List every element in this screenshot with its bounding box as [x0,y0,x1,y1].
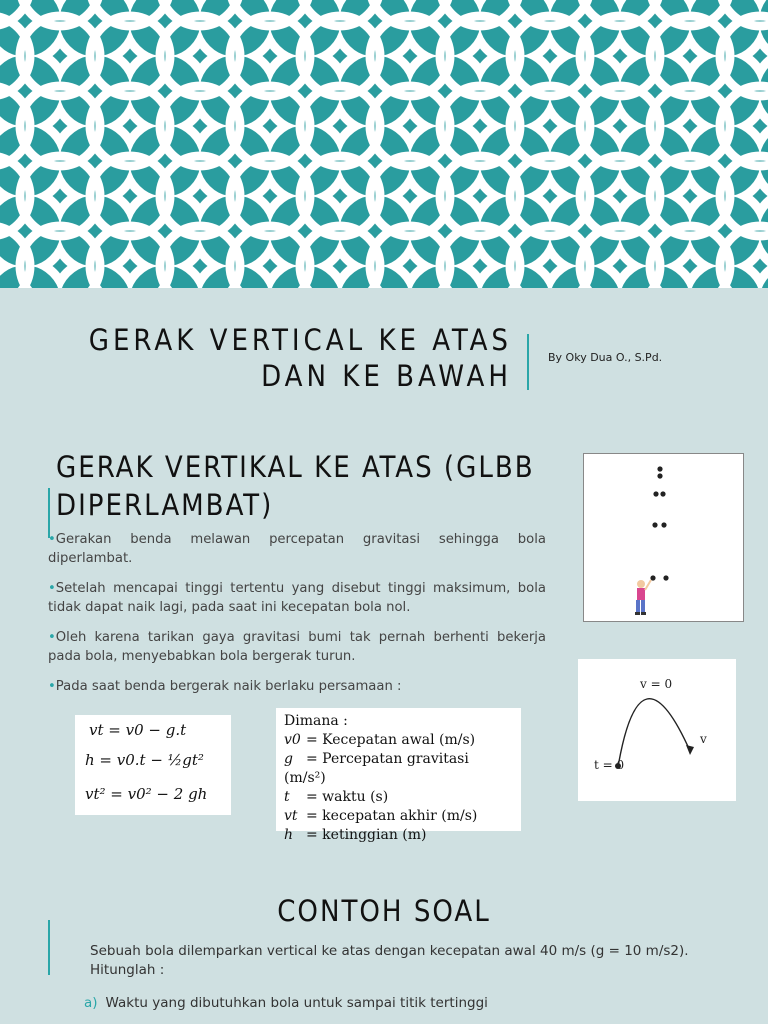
definitions-heading: Dimana : [284,713,348,729]
bullet-item: •Gerakan benda melawan percepatan gravitasi sehingga bola diperlambat. [48,532,546,566]
definition-row: vt = kecepatan akhir (m/s) [284,808,478,824]
definition-row: g = Percepatan gravitasi (m/s²) [284,751,469,786]
decorative-circle-pattern [0,0,768,288]
slide-title: CONTOH SOAL [277,894,491,928]
problem-item-a: a) Waktu yang dibutuhkan bola untuk sampai titik tertinggi [84,995,488,1011]
trajectory-diagram [578,659,736,801]
definition-row: h = ketinggian (m) [284,827,427,843]
ball-positions-image [584,454,743,621]
equations-box [75,715,231,815]
slide-1 [0,0,768,432]
ball-throw-illustration [583,453,744,622]
bullet-item: •Pada saat benda bergerak naik berlaku persamaan : [48,679,402,694]
bullet-item: •Setelah mencapai tinggi tertentu yang disebut tinggi maksimum, bola tidak dapat naik lagi, pada saat ini kecepatan bola nol. [48,581,546,615]
definitions-box [276,708,521,843]
label-v: v [700,732,707,746]
equation-velocity-squared: vt² = v0² − 2 gh [85,785,208,803]
slide-title: GERAK VERTIKAL KE ATAS (GLBB DIPERLAMBAT) [56,450,535,522]
presentation-title: GERAK VERTICAL KE ATAS DAN KE BAWAH [88,323,512,393]
definition-row: v0 = Kecepatan awal (m/s) [284,732,476,748]
definition-row: t = waktu (s) [284,789,389,805]
equation-velocity: vt = v0 − g.t [89,721,187,739]
bullet-item: •Oleh karena tarikan gaya gravitasi bumi tak pernah berhenti bekerja pada bola, menyebabkan bola bergerak turun. [48,630,546,664]
author-byline: By Oky Dua O., S.Pd. [548,351,663,364]
title-divider [527,334,529,390]
slide-3 [0,864,768,1024]
problem-statement: Sebuah bola dilemparkan vertical ke atas dengan kecepatan awal 40 m/s (g = 10 m/s2). Hitunglah : [90,943,689,978]
equation-height: h = v0.t − ½gt² [85,751,204,769]
bullet-list [48,530,546,707]
problem-text [84,942,740,1013]
title-accent-line [48,920,50,975]
label-v-zero: v = 0 [640,677,673,691]
label-t-zero: t = 0 [594,758,625,772]
